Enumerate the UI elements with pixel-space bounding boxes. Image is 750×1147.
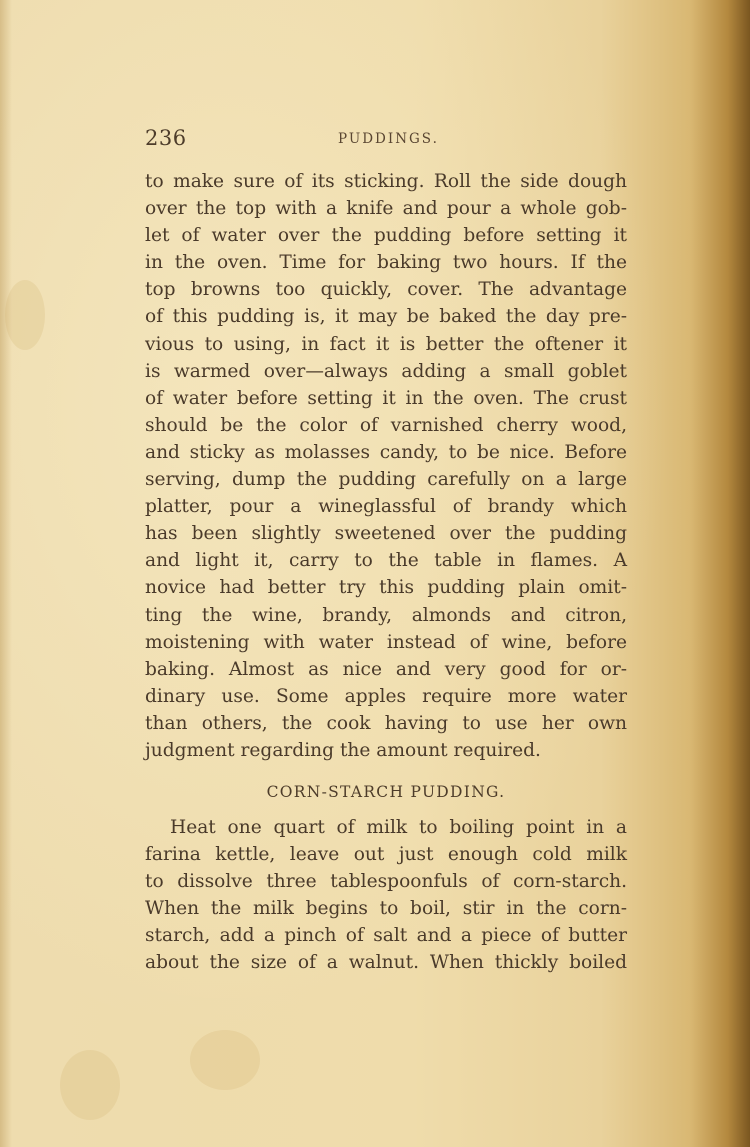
- text-line: of water before setting it in the oven. The crust: [145, 387, 627, 409]
- text-line: top browns too quickly, cover. The advantage: [145, 279, 627, 301]
- text-line: Heat one quart of milk to boiling point in a: [170, 817, 627, 838]
- text-line: ting the wine, brandy, almonds and citron,: [145, 604, 627, 626]
- paragraph-1: [145, 168, 627, 764]
- running-title: PUDDINGS.: [338, 131, 439, 147]
- text-line: baking. Almost as nice and very good for or-: [145, 658, 627, 680]
- text-line: let of water over the pudding before setting it: [145, 225, 627, 247]
- running-head: [145, 126, 645, 156]
- text-line: over the top with a knife and pour a whole gob-: [145, 198, 627, 220]
- paper-stain: [190, 1030, 260, 1090]
- text-line: to make sure of its sticking. Roll the side dough: [145, 171, 627, 192]
- text-line: When the milk begins to boil, stir in the corn-: [145, 898, 627, 920]
- text-line: and light it, carry to the table in flames. A: [145, 550, 627, 572]
- text-line: has been slightly sweetened over the pudding: [145, 523, 627, 545]
- page-number: 236: [145, 126, 187, 150]
- section-heading: CORN-STARCH PUDDING.: [266, 783, 506, 801]
- text-line: judgment regarding the amount required.: [145, 739, 541, 761]
- text-line: dinary use. Some apples require more water: [145, 685, 627, 707]
- text-line: platter, pour a wineglassful of brandy which: [145, 496, 627, 518]
- text-line: vious to using, in fact it is better the oftener it: [145, 333, 627, 355]
- text-line: serving, dump the pudding carefully on a large: [145, 469, 627, 491]
- text-line: is warmed over—always adding a small goblet: [145, 360, 627, 382]
- paper-stain: [5, 280, 45, 350]
- text-line: should be the color of varnished cherry wood,: [145, 414, 627, 436]
- paragraph-2: [145, 814, 627, 977]
- text-line: and sticky as molasses candy, to be nice. Before: [145, 441, 627, 463]
- text-line: moistening with water instead of wine, before: [145, 631, 627, 653]
- text-line: of this pudding is, it may be baked the day pre-: [145, 306, 627, 328]
- paper-stain: [60, 1050, 120, 1120]
- text-line: novice had better try this pudding plain omit-: [145, 577, 627, 599]
- text-line: to dissolve three tablespoonfuls of corn-starch.: [145, 871, 627, 893]
- text-line: than others, the cook having to use her own: [145, 712, 627, 734]
- page-left-edge-shadow: [0, 0, 12, 1147]
- text-line: in the oven. Time for baking two hours. If the: [145, 252, 627, 274]
- text-line: about the size of a walnut. When thickly boiled: [145, 952, 627, 974]
- text-line: farina kettle, leave out just enough cold milk: [145, 844, 627, 866]
- text-line: starch, add a pinch of salt and a piece of butter: [145, 925, 627, 947]
